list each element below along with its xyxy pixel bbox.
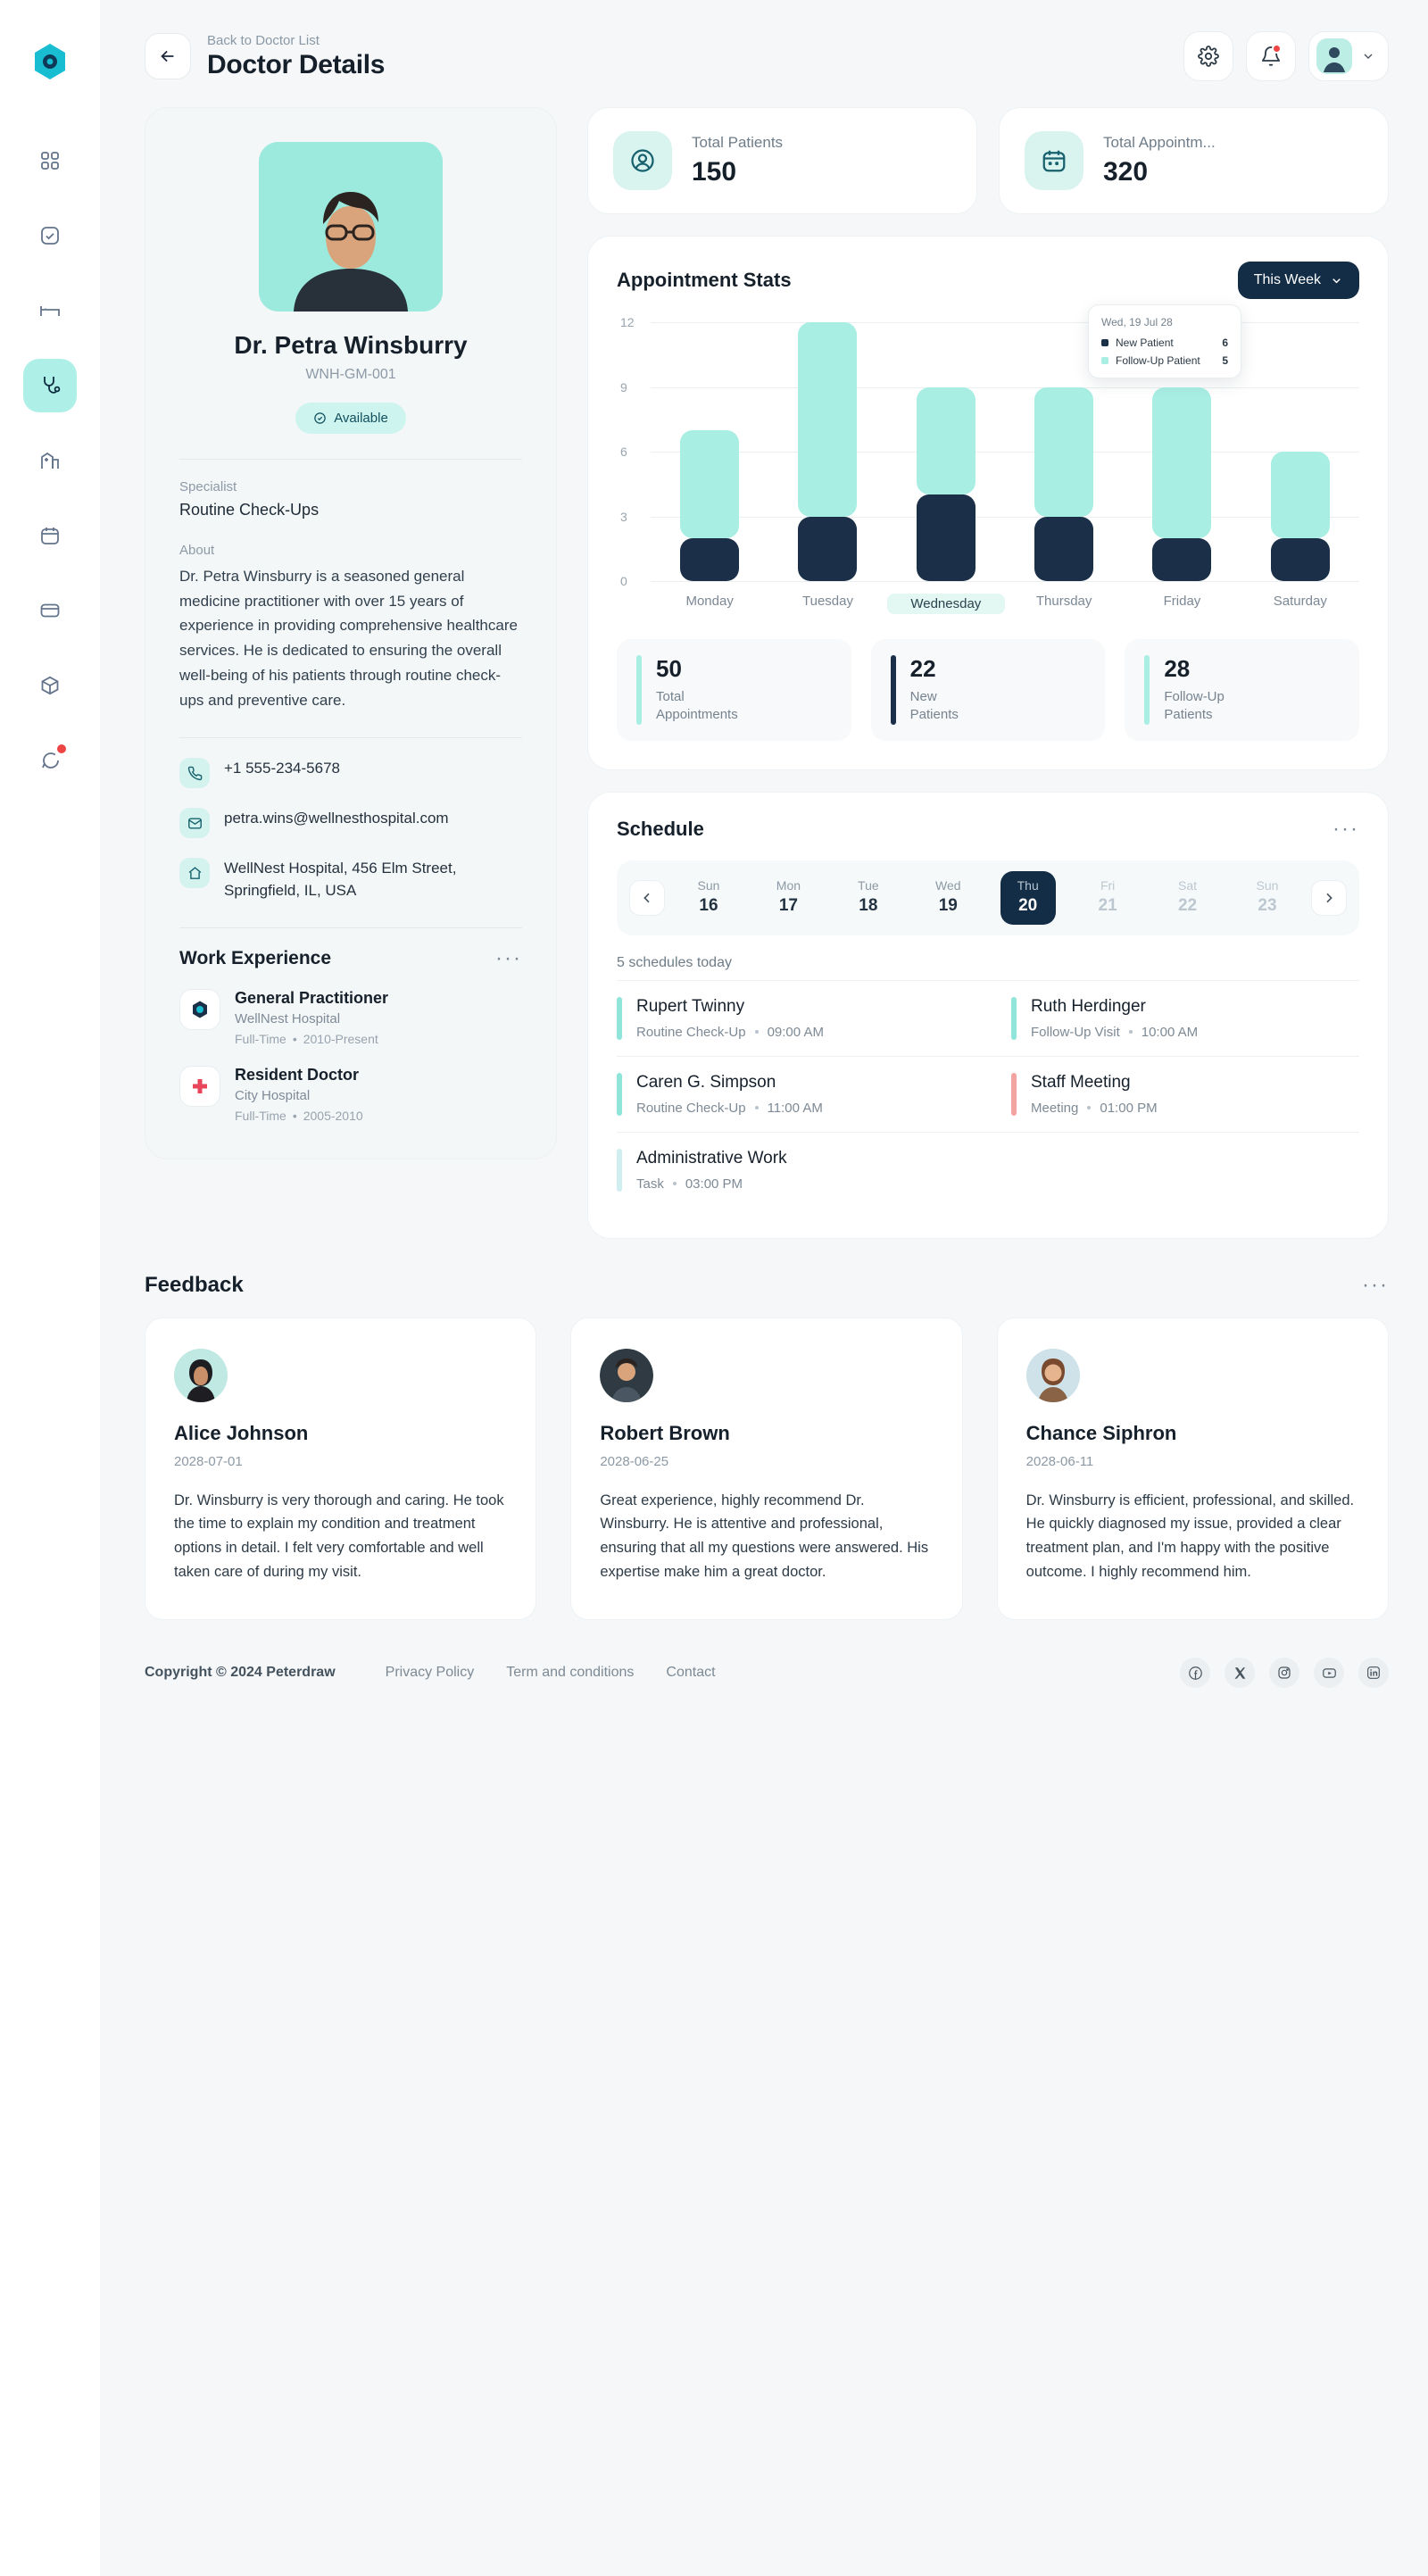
- schedule-item-name: Ruth Herdinger: [1031, 996, 1146, 1016]
- user-circle-icon: [613, 131, 672, 190]
- appointment-stats-title: Appointment Stats: [617, 269, 792, 291]
- schedule-item[interactable]: [988, 980, 1359, 1056]
- feedback-date: 2028-06-11: [1025, 1453, 1094, 1469]
- experience-role: Resident Doctor: [235, 1065, 360, 1084]
- grid-icon: [39, 150, 61, 171]
- appointment-chart: [588, 299, 1388, 614]
- y-tick-0: 0: [620, 574, 627, 588]
- bar-followup: [1271, 452, 1330, 538]
- copyright: Copyright © 2024 Peterdraw: [145, 1665, 336, 1681]
- legend-swatch-followup: [1101, 357, 1108, 364]
- summary-accent: [1144, 655, 1150, 725]
- about-label: About: [179, 543, 215, 558]
- prev-week-button[interactable]: [629, 880, 665, 916]
- schedule-accent: [617, 1073, 622, 1116]
- experience-meta: Full-Time • 2005-2010: [235, 1108, 363, 1123]
- bar-new: [917, 494, 976, 581]
- schedule-item-meta: [636, 1101, 823, 1116]
- day-name: Thu: [1017, 877, 1039, 893]
- schedule-item-name: Administrative Work: [636, 1148, 787, 1168]
- y-tick-9: 9: [620, 379, 627, 395]
- messages-badge: [57, 744, 66, 753]
- sidebar: [0, 0, 100, 2576]
- schedule-list: [588, 971, 1388, 1238]
- x-tick-tuesday: Tuesday: [802, 594, 853, 609]
- divider: [179, 459, 522, 460]
- day-number: 19: [938, 895, 958, 915]
- x-tick-monday: Monday: [685, 594, 734, 609]
- schedule-item-time: 09:00 AM: [767, 1024, 824, 1040]
- bed-icon: [38, 300, 62, 321]
- day-23[interactable]: [1240, 871, 1295, 925]
- doctor-id: WNH-GM-001: [305, 367, 396, 382]
- stat-label: Total Appointm...: [1103, 134, 1216, 151]
- work-experience-title: Work Experience: [179, 947, 332, 968]
- check-square-icon: [39, 225, 61, 246]
- x-tick-friday: Friday: [1163, 594, 1201, 609]
- specialist-field: [179, 479, 522, 519]
- schedule-item-meta: [1031, 1025, 1198, 1040]
- schedule-title: Schedule: [617, 817, 704, 840]
- summary-value: 28: [1164, 655, 1191, 682]
- footer-links: [386, 1665, 716, 1681]
- phone-text: +1 555-234-5678: [224, 760, 340, 777]
- day-number: 22: [1177, 895, 1198, 915]
- feedback-title: Feedback: [145, 1272, 244, 1297]
- feedback-card: [997, 1317, 1389, 1621]
- calendar-icon: [39, 525, 61, 546]
- schedule-accent: [617, 997, 622, 1040]
- day-19[interactable]: [920, 871, 976, 925]
- feedback-menu-icon[interactable]: ···: [1362, 1272, 1389, 1297]
- day-name: Mon: [776, 877, 801, 893]
- contact-email[interactable]: [179, 808, 522, 838]
- card-icon: [39, 600, 61, 621]
- day-name: Fri: [1100, 877, 1116, 893]
- app-logo-icon[interactable]: [29, 41, 71, 82]
- stats-column: [587, 107, 1389, 1239]
- footer-link-terms[interactable]: Term and conditions: [506, 1665, 635, 1681]
- summary-followup-patients: [1125, 639, 1359, 741]
- schedule-accent: [617, 1149, 622, 1192]
- page-title: Doctor Details: [207, 49, 386, 79]
- chat-icon: [39, 750, 61, 771]
- summary-label-line2: Patients: [1164, 707, 1213, 723]
- schedule-header: [588, 793, 1388, 841]
- phone-icon: [179, 758, 210, 788]
- schedule-menu-icon[interactable]: ···: [1333, 816, 1359, 841]
- schedule-item-meta: [636, 1025, 824, 1040]
- experience-role: General Practitioner: [235, 988, 389, 1007]
- profile-menu[interactable]: [1308, 31, 1389, 81]
- sidebar-item-inventory[interactable]: [23, 659, 77, 712]
- day-20-selected[interactable]: [1000, 871, 1056, 925]
- bar-new: [1034, 517, 1093, 582]
- bar-group-tuesday[interactable]: [768, 322, 886, 581]
- tooltip-label-new: New Patient: [1116, 337, 1174, 349]
- chart-summary: [588, 614, 1388, 769]
- specialist-label: Specialist: [179, 479, 237, 494]
- day-name: Wed: [934, 877, 961, 893]
- experience-item: [179, 1066, 522, 1123]
- x-tick-wednesday: Wednesday: [887, 594, 1005, 614]
- stat-value: 150: [692, 157, 737, 187]
- schedule-item-time: 03:00 PM: [685, 1176, 743, 1192]
- chevron-left-icon: [640, 891, 654, 905]
- summary-label: [656, 688, 738, 725]
- sidebar-item-billing[interactable]: [23, 584, 77, 637]
- avatar: [1316, 38, 1352, 74]
- stat-card-total-appointments: [999, 107, 1389, 214]
- schedule-item-type: Meeting: [1031, 1100, 1079, 1116]
- summary-label-line2: Patients: [909, 707, 959, 723]
- dot-separator: [755, 1106, 759, 1109]
- dot-separator: [755, 1030, 759, 1034]
- avatar: [174, 1349, 228, 1402]
- social-links: [1180, 1658, 1389, 1688]
- schedule-count: 5 schedules today: [617, 954, 732, 970]
- day-name: Sun: [1256, 877, 1279, 893]
- stethoscope-icon: [38, 374, 62, 397]
- youtube-icon[interactable]: [1314, 1658, 1344, 1688]
- experience-org: City Hospital: [235, 1087, 311, 1103]
- about-field: [179, 543, 522, 712]
- x-icon[interactable]: [1225, 1658, 1255, 1688]
- mail-icon: [179, 808, 210, 838]
- doctor-name: Dr. Petra Winsburry: [234, 331, 468, 359]
- day-name: Sun: [697, 877, 720, 893]
- schedule-accent: [1011, 1073, 1017, 1116]
- tooltip-label-followup: Follow-Up Patient: [1116, 354, 1200, 367]
- experience-org: WellNest Hospital: [235, 1010, 341, 1026]
- schedule-item[interactable]: [617, 1132, 988, 1208]
- summary-cards: [587, 107, 1389, 214]
- sidebar-item-messages[interactable]: [23, 734, 77, 787]
- sidebar-item-departments[interactable]: [23, 434, 77, 487]
- bar-followup: [680, 430, 739, 538]
- feedback-date: 2028-07-01: [174, 1453, 243, 1469]
- tooltip-title: Wed, 19 Jul 28: [1101, 316, 1173, 328]
- linkedin-icon[interactable]: [1358, 1658, 1389, 1688]
- experience-period: 2005-2010: [303, 1108, 363, 1123]
- bar-group-wednesday[interactable]: [887, 322, 1005, 581]
- gear-icon: [1198, 46, 1219, 67]
- footer-link-privacy[interactable]: Privacy Policy: [385, 1665, 475, 1681]
- status-label: Available: [334, 411, 388, 426]
- bar-followup: [798, 322, 857, 517]
- instagram-icon[interactable]: [1269, 1658, 1299, 1688]
- email-text: petra.wins@wellnesthospital.com: [224, 810, 449, 827]
- day-number: 23: [1258, 895, 1277, 915]
- summary-label-line2: Appointments: [656, 707, 738, 723]
- topbar-left: [145, 33, 385, 80]
- day-22[interactable]: [1160, 871, 1216, 925]
- home-icon: [179, 858, 210, 888]
- experience-type: Full-Time: [235, 1108, 286, 1123]
- schedule-item-name: Rupert Twinny: [636, 996, 745, 1016]
- summary-value: 22: [909, 655, 936, 682]
- range-select[interactable]: [1238, 262, 1359, 299]
- day-name: Sat: [1178, 877, 1198, 893]
- contact-phone[interactable]: [179, 758, 522, 788]
- cross-logo-icon: [179, 1066, 220, 1107]
- experience-type: Full-Time: [235, 1031, 286, 1046]
- footer: [145, 1658, 1389, 1720]
- chart-bars: [651, 322, 1359, 581]
- day-number: 16: [699, 895, 718, 915]
- tooltip-value-new: 6: [1222, 337, 1228, 349]
- topbar-right: [1183, 31, 1389, 81]
- schedule-item-type: Routine Check-Up: [636, 1100, 746, 1116]
- bar-followup: [1034, 387, 1093, 517]
- chart-x-axis: [651, 594, 1359, 614]
- footer-link-contact[interactable]: Contact: [666, 1665, 716, 1681]
- y-tick-12: 12: [620, 315, 635, 329]
- summary-accent: [636, 655, 642, 725]
- doctor-photo: [259, 142, 443, 312]
- feedback-list: [145, 1317, 1389, 1621]
- sidebar-item-calendar[interactable]: [23, 509, 77, 562]
- check-circle-icon: [313, 411, 327, 425]
- y-tick-6: 6: [620, 445, 627, 459]
- main-content: [100, 0, 1428, 2576]
- schedule-item-time: 11:00 AM: [767, 1100, 823, 1116]
- calendar-icon: [1025, 131, 1083, 190]
- schedule-item-time: 01:00 PM: [1100, 1100, 1158, 1116]
- schedule-panel: [587, 792, 1389, 1239]
- facebook-icon[interactable]: [1180, 1658, 1210, 1688]
- y-tick-3: 3: [620, 509, 627, 524]
- feedback-text: Dr. Winsburry is efficient, professional, and skilled. He quickly diagnosed my issue, provided a clear treatment plan, and I'm happy with the positive outcome. I highly recommend him.: [1025, 1492, 1355, 1580]
- stat-value: 320: [1103, 157, 1149, 187]
- range-select-label: This Week: [1253, 272, 1321, 287]
- chart-plot-area: [620, 315, 1359, 588]
- summary-label-line1: Follow-Up: [1164, 689, 1225, 704]
- bar-group-saturday[interactable]: [1241, 322, 1359, 581]
- tooltip-row-followup: [1101, 354, 1228, 367]
- day-21[interactable]: [1080, 871, 1135, 925]
- day-name: Tue: [858, 877, 879, 893]
- work-experience-menu-icon[interactable]: ···: [495, 945, 522, 970]
- feedback-name: Chance Siphron: [1025, 1421, 1177, 1444]
- topbar: [145, 25, 1389, 87]
- specialist-value: Routine Check-Ups: [179, 501, 320, 519]
- chevron-down-icon: [1330, 274, 1343, 287]
- bar-new: [1152, 538, 1211, 581]
- hospital-icon: [39, 450, 61, 471]
- summary-label: [1164, 688, 1225, 725]
- chart-tooltip: [1088, 304, 1241, 378]
- box-icon: [39, 675, 61, 696]
- doctor-profile-card: [145, 107, 557, 1159]
- feedback-card: [145, 1317, 536, 1621]
- divider-3: [179, 927, 522, 928]
- schedule-item[interactable]: [617, 980, 988, 1056]
- breadcrumb[interactable]: Back to Doctor List: [207, 32, 320, 48]
- day-list: [670, 871, 1306, 925]
- bar-new: [1271, 538, 1330, 581]
- dot-separator: [673, 1182, 677, 1185]
- summary-label-line1: New: [909, 689, 937, 704]
- back-button[interactable]: [145, 33, 191, 79]
- sidebar-item-doctors[interactable]: [23, 359, 77, 412]
- experience-meta: Full-Time • 2010-Present: [235, 1031, 378, 1046]
- feedback-card: [570, 1317, 962, 1621]
- day-16[interactable]: [681, 871, 736, 925]
- schedule-item-meta: [636, 1176, 787, 1192]
- chevron-right-icon: [1322, 891, 1336, 905]
- content-area: [145, 107, 1389, 1239]
- notification-badge: [1272, 44, 1282, 54]
- schedule-item-meta: [1031, 1101, 1158, 1116]
- bar-group-monday[interactable]: [651, 322, 768, 581]
- day-number: 21: [1098, 895, 1117, 915]
- sidebar-item-dashboard[interactable]: [23, 134, 77, 187]
- x-tick-saturday: Saturday: [1273, 594, 1327, 609]
- status-badge: [295, 403, 406, 434]
- summary-value: 50: [656, 655, 682, 682]
- feedback-name: Robert Brown: [600, 1421, 730, 1444]
- stat-card-total-patients: [587, 107, 977, 214]
- day-18[interactable]: [841, 871, 896, 925]
- day-number: 17: [778, 895, 798, 915]
- divider-2: [179, 737, 522, 738]
- day-17[interactable]: [760, 871, 816, 925]
- experience-period: 2010-Present: [303, 1031, 378, 1046]
- summary-total-appointments: [617, 639, 851, 741]
- legend-swatch-new: [1101, 339, 1108, 346]
- clinic-logo-icon: [179, 989, 220, 1030]
- notifications-button[interactable]: [1246, 31, 1296, 81]
- tooltip-row-new: [1101, 337, 1228, 349]
- avatar: [600, 1349, 653, 1402]
- summary-label: [910, 688, 959, 725]
- summary-label-line1: Total: [656, 689, 685, 704]
- summary-accent: [891, 655, 896, 725]
- summary-new-patients: [871, 639, 1106, 741]
- appointment-stats-panel: [587, 236, 1389, 770]
- schedule-item-name: Staff Meeting: [1031, 1072, 1131, 1092]
- feedback-date: 2028-06-25: [600, 1453, 669, 1469]
- feedback-header: [145, 1273, 1389, 1298]
- schedule-item-name: Caren G. Simpson: [636, 1072, 776, 1092]
- schedule-item-type: Follow-Up Visit: [1031, 1024, 1120, 1040]
- next-week-button[interactable]: [1311, 880, 1347, 916]
- appointment-stats-header: [588, 237, 1388, 299]
- doctor-profile-column: [145, 107, 557, 1159]
- work-experience-header: [179, 945, 522, 970]
- bar-new: [680, 538, 739, 581]
- dot-separator: [1129, 1030, 1133, 1034]
- schedule-item[interactable]: [988, 1056, 1359, 1132]
- schedule-item-type: Routine Check-Up: [636, 1024, 746, 1040]
- schedule-item-time: 10:00 AM: [1141, 1024, 1199, 1040]
- sidebar-item-tasks[interactable]: [23, 209, 77, 262]
- experience-item: [179, 989, 522, 1046]
- day-number: 20: [1018, 895, 1038, 915]
- bar-followup: [917, 387, 976, 495]
- bar-followup: [1152, 387, 1211, 538]
- feedback-name: Alice Johnson: [174, 1421, 309, 1444]
- sidebar-item-beds[interactable]: [23, 284, 77, 337]
- x-tick-thursday: Thursday: [1035, 594, 1092, 609]
- contact-address[interactable]: [179, 858, 522, 902]
- dot-separator: [1087, 1106, 1091, 1109]
- schedule-item-empty: [988, 1132, 1359, 1208]
- stat-label: Total Patients: [692, 134, 784, 151]
- bar-new: [798, 517, 857, 582]
- feedback-text: Dr. Winsburry is very thorough and caring. He took the time to explain my condition and treatment options in detail. I felt very comfortable and well taken care of during my visit.: [174, 1492, 504, 1580]
- arrow-left-icon: [158, 46, 178, 66]
- tooltip-value-followup: 5: [1222, 354, 1228, 367]
- avatar: [1026, 1349, 1080, 1402]
- about-text: Dr. Petra Winsburry is a seasoned general medicine practitioner with over 15 years of experience in providing comprehensive healthcare services. He is dedicated to ensuring the overall well-being of his patients through routine check-ups and preventive care.: [179, 568, 518, 709]
- schedule-day-picker: [617, 860, 1359, 935]
- chevron-down-icon: [1361, 49, 1375, 63]
- address-text: WellNest Hospital, 456 Elm Street, Springfield, IL, USA: [224, 860, 457, 899]
- schedule-accent: [1011, 997, 1017, 1040]
- schedule-item[interactable]: [617, 1056, 988, 1132]
- settings-button[interactable]: [1183, 31, 1233, 81]
- feedback-text: Great experience, highly recommend Dr. Winsburry. He is attentive and professional, ensuring that all my questions were answered. His expertise make him a great doctor.: [600, 1492, 929, 1580]
- day-number: 18: [859, 895, 878, 915]
- schedule-item-type: Task: [636, 1176, 664, 1192]
